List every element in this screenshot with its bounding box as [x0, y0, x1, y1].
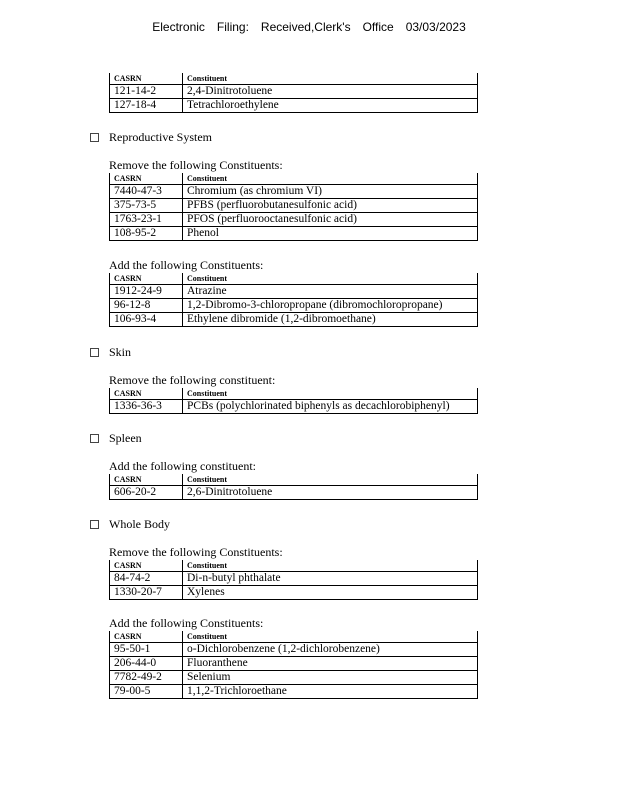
- label-spleen-add: Add the following constituent:: [109, 459, 256, 473]
- section-title-skin: Skin: [109, 345, 132, 359]
- table-row: [110, 199, 478, 213]
- casrn-cell: 606-20-2: [110, 486, 183, 500]
- casrn-cell: 375-73-5: [110, 199, 183, 213]
- column-header-constituent: Constituent: [183, 388, 478, 400]
- casrn-cell: 1912-24-9: [110, 285, 183, 299]
- table-row: [110, 227, 478, 241]
- casrn-cell: 84-74-2: [110, 572, 183, 586]
- column-header-constituent: Constituent: [183, 173, 478, 185]
- bullet-icon: [90, 133, 99, 142]
- constituent-cell: 1,2-Dibromo-3-chloropropane (dibromochloropropane): [183, 299, 478, 313]
- label-reproductive-remove: Remove the following Constituents:: [109, 158, 283, 172]
- table-header-row: [110, 560, 478, 572]
- constituent-cell: 2,4-Dinitrotoluene: [183, 85, 478, 99]
- column-header-casrn: CASRN: [110, 73, 183, 85]
- constituent-cell: Selenium: [183, 671, 478, 685]
- constituent-cell: PFBS (perfluorobutanesulfonic acid): [183, 199, 478, 213]
- table-row: [110, 643, 478, 657]
- header-electronic: Electronic: [152, 20, 205, 34]
- label-reproductive-add: Add the following Constituents:: [109, 258, 264, 272]
- table-header-row: [110, 73, 478, 85]
- table-reproductive-remove: [109, 173, 478, 241]
- filing-stamp-header: [0, 20, 618, 34]
- constituent-cell: 1,1,2-Trichloroethane: [183, 685, 478, 699]
- column-header-constituent: Constituent: [183, 73, 478, 85]
- column-header-constituent: Constituent: [183, 273, 478, 285]
- header-filing: Filing:: [216, 20, 249, 34]
- table-header-row: [110, 173, 478, 185]
- column-header-casrn: CASRN: [110, 273, 183, 285]
- constituent-cell: 2,6-Dinitrotoluene: [183, 486, 478, 500]
- table-wholebody-add: [109, 631, 478, 699]
- bullet-icon: [90, 434, 99, 443]
- table-header-row: [110, 273, 478, 285]
- table-row: [110, 657, 478, 671]
- constituent-cell: Xylenes: [183, 586, 478, 600]
- table-row: [110, 313, 478, 327]
- table-row: [110, 586, 478, 600]
- table-header-row: [110, 631, 478, 643]
- casrn-cell: 7440-47-3: [110, 185, 183, 199]
- column-header-casrn: CASRN: [110, 631, 183, 643]
- table-row: [110, 99, 478, 113]
- casrn-cell: 1763-23-1: [110, 213, 183, 227]
- table-continued: [109, 73, 478, 113]
- table-header-row: [110, 388, 478, 400]
- table-row: [110, 572, 478, 586]
- bullet-icon: [90, 520, 99, 529]
- constituent-cell: Atrazine: [183, 285, 478, 299]
- column-header-casrn: CASRN: [110, 173, 183, 185]
- header-office: Office: [362, 20, 394, 34]
- column-header-casrn: CASRN: [110, 474, 183, 486]
- header-received-clerks: Received,Clerk's: [260, 20, 351, 34]
- table-header-row: [110, 474, 478, 486]
- constituent-cell: Ethylene dibromide (1,2-dibromoethane): [183, 313, 478, 327]
- casrn-cell: 95-50-1: [110, 643, 183, 657]
- bullet-icon: [90, 348, 99, 357]
- column-header-constituent: Constituent: [183, 474, 478, 486]
- casrn-cell: 206-44-0: [110, 657, 183, 671]
- table-reproductive-add: [109, 273, 478, 327]
- casrn-cell: 1330-20-7: [110, 586, 183, 600]
- column-header-constituent: Constituent: [183, 631, 478, 643]
- constituent-cell: o-Dichlorobenzene (1,2-dichlorobenzene): [183, 643, 478, 657]
- column-header-casrn: CASRN: [110, 560, 183, 572]
- table-row: [110, 486, 478, 500]
- constituent-cell: Phenol: [183, 227, 478, 241]
- constituent-cell: Tetrachloroethylene: [183, 99, 478, 113]
- table-row: [110, 85, 478, 99]
- casrn-cell: 1336-36-3: [110, 400, 183, 414]
- label-wholebody-remove: Remove the following Constituents:: [109, 545, 283, 559]
- label-skin-remove: Remove the following constituent:: [109, 373, 276, 387]
- section-title-spleen: Spleen: [109, 431, 142, 445]
- table-skin-remove: [109, 388, 478, 414]
- table-wholebody-remove: [109, 560, 478, 600]
- table-row: [110, 185, 478, 199]
- column-header-casrn: CASRN: [110, 388, 183, 400]
- constituent-cell: Chromium (as chromium VI): [183, 185, 478, 199]
- casrn-cell: 127-18-4: [110, 99, 183, 113]
- casrn-cell: 121-14-2: [110, 85, 183, 99]
- table-row: [110, 299, 478, 313]
- constituent-cell: Fluoranthene: [183, 657, 478, 671]
- constituent-cell: PCBs (polychlorinated biphenyls as decachlorobiphenyl): [183, 400, 478, 414]
- table-row: [110, 285, 478, 299]
- casrn-cell: 96-12-8: [110, 299, 183, 313]
- label-wholebody-add: Add the following Constituents:: [109, 616, 264, 630]
- table-spleen-add: [109, 474, 478, 500]
- casrn-cell: 106-93-4: [110, 313, 183, 327]
- casrn-cell: 7782-49-2: [110, 671, 183, 685]
- casrn-cell: 108-95-2: [110, 227, 183, 241]
- table-row: [110, 671, 478, 685]
- section-title-reproductive: Reproductive System: [109, 130, 212, 144]
- section-title-wholebody: Whole Body: [109, 517, 170, 531]
- constituent-cell: PFOS (perfluorooctanesulfonic acid): [183, 213, 478, 227]
- header-date: 03/03/2023: [405, 20, 466, 34]
- table-row: [110, 400, 478, 414]
- table-row: [110, 685, 478, 699]
- constituent-cell: Di-n-butyl phthalate: [183, 572, 478, 586]
- table-row: [110, 213, 478, 227]
- column-header-constituent: Constituent: [183, 560, 478, 572]
- casrn-cell: 79-00-5: [110, 685, 183, 699]
